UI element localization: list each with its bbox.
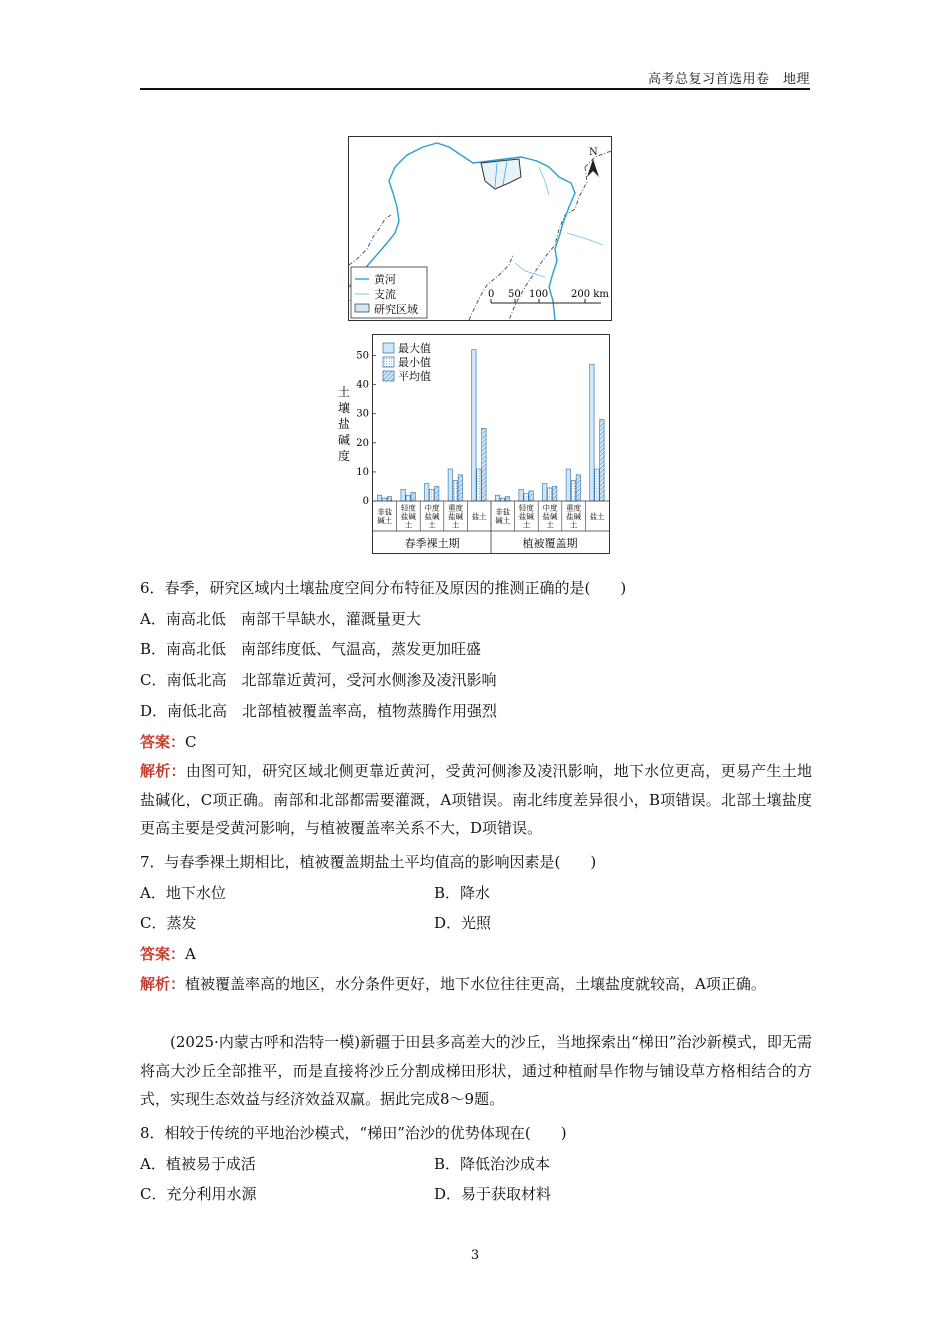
q6-answer — [140, 730, 197, 754]
border-line-south — [469, 255, 513, 320]
q7-answer-value: A — [185, 945, 196, 963]
q6-option-a: A．南高北低 南部干旱缺水，灌溉量更大 — [140, 610, 421, 628]
q8-intro-passage: (2025·内蒙古呼和浩特一模)新疆于田县多高差大的沙丘，当地探索出“梯田”治沙新模式，即无需将高大沙丘全部推平，而是直接将沙丘分割成梯田形状，通过种植耐旱作物与铺设草方格相结合的方式，实现生态效益与经济效益双赢。据此完成8～9题。 — [140, 1033, 812, 1108]
chart-svg — [373, 335, 609, 553]
q8-option-a: A．植被易于成活 — [140, 1155, 256, 1173]
q6-analysis-text: 由图可知，研究区域北侧更靠近黄河，受黄河侧渗及凌汛影响，地下水位更高，更易产生土地盐碱化，C项正确。南部和北部都需要灌溉，A项错误。南北纬度差异很小，B项错误。北部土壤盐度更高主要是受黄河影响，与植被覆盖率关系不大，D项错误。 — [140, 762, 812, 837]
bar-spring-3-最大值 — [448, 469, 452, 501]
category-label-3: 重度 — [566, 503, 582, 513]
tributary-line-3 — [567, 233, 603, 245]
category-label-3: 重度 — [448, 503, 464, 513]
scale-label-100: 100 — [529, 289, 549, 300]
category-label-1: 盐碱 — [400, 511, 416, 521]
category-label-2: 盐碱 — [424, 511, 440, 521]
legend-swatch-1 — [383, 357, 394, 367]
bar-veg-2-最小值 — [548, 488, 552, 501]
category-label-1: 土 — [522, 520, 531, 530]
q7-answer-label: 答案： — [140, 945, 186, 963]
bar-veg-1-平均值 — [529, 491, 533, 501]
legend-label-0: 最大值 — [398, 342, 431, 355]
ytick-label-20: 20 — [356, 437, 369, 449]
category-label-1: 轻度 — [400, 503, 416, 513]
bar-spring-2-最小值 — [430, 489, 434, 501]
bar-veg-1-最小值 — [524, 494, 528, 501]
q7-option-c: C．蒸发 — [140, 914, 197, 932]
page-number: 3 — [470, 1248, 480, 1263]
scale-label-0: 0 — [488, 289, 495, 300]
q6-option-d: D．南低北高 北部植被覆盖率高，植物蒸腾作用强烈 — [140, 702, 498, 720]
ytick-label-0: 0 — [362, 496, 369, 507]
bar-veg-0-平均值 — [505, 497, 509, 501]
bar-spring-4-平均值 — [482, 428, 486, 501]
bar-veg-3-最大值 — [566, 469, 570, 501]
header-title: 高考总复习首选用卷 地理 — [647, 72, 810, 87]
bar-veg-0-最小值 — [500, 498, 504, 501]
category-label-1: 轻度 — [518, 503, 534, 513]
q7-option-b: B．降水 — [434, 884, 491, 902]
ylabel-char: 盐 — [337, 417, 351, 431]
scale-bar — [488, 289, 609, 303]
bar-veg-1-最大值 — [519, 489, 523, 501]
category-label-4: 盐土 — [471, 511, 487, 521]
bar-spring-1-最大值 — [401, 489, 405, 501]
legend-swatch-0 — [383, 343, 394, 353]
bar-veg-2-平均值 — [553, 486, 557, 501]
category-label-2: 盐碱 — [542, 511, 558, 521]
category-label-2: 土 — [428, 520, 436, 530]
legend-label-1: 最小值 — [398, 356, 431, 369]
scale-label-50: 50 — [508, 289, 521, 300]
bar-veg-3-最小值 — [571, 481, 575, 501]
ytick-label-10: 10 — [356, 466, 369, 478]
q8-stem: 8．相较于传统的平地治沙模式，“梯田”治沙的优势体现在( ) — [140, 1124, 567, 1142]
q7-analysis-label: 解析： — [140, 975, 186, 993]
bar-spring-0-平均值 — [387, 497, 391, 501]
q6-option-c: C．南低北高 北部靠近黄河，受河水侧渗及凌汛影响 — [140, 671, 497, 689]
bar-spring-4-最大值 — [472, 350, 476, 501]
border-line-west — [349, 215, 391, 265]
study-area-map — [348, 136, 612, 321]
bar-veg-4-平均值 — [600, 420, 604, 501]
chart-yticks — [356, 351, 369, 507]
q8-option-c: C．充分利用水源 — [140, 1185, 257, 1203]
q7-option-d: D．光照 — [434, 914, 492, 932]
study-area-polygon — [481, 159, 521, 189]
q7-analysis — [140, 970, 812, 999]
category-label-0: 碱土 — [377, 516, 393, 525]
north-arrow-icon — [587, 159, 599, 177]
category-label-3: 盐碱 — [448, 511, 464, 521]
category-label-1: 土 — [404, 520, 413, 530]
bar-spring-2-最大值 — [425, 484, 429, 501]
legend-tributary-label: 支流 — [374, 288, 396, 301]
category-label-2: 中度 — [424, 503, 440, 513]
bar-spring-1-平均值 — [411, 492, 415, 501]
ylabel-char: 壤 — [337, 401, 351, 415]
category-label-1: 盐碱 — [518, 511, 534, 521]
bar-spring-1-最小值 — [406, 495, 410, 501]
map-legend — [351, 267, 427, 318]
bar-spring-3-平均值 — [458, 475, 462, 501]
bar-spring-0-最小值 — [382, 498, 386, 501]
page-header — [140, 68, 810, 90]
q6-answer-value: C — [185, 733, 197, 751]
q6-analysis — [140, 757, 812, 843]
bar-spring-0-最大值 — [377, 495, 381, 501]
ylabel-char: 土 — [337, 385, 351, 399]
ytick-label-30: 30 — [356, 408, 369, 420]
ylabel-char: 度 — [337, 449, 351, 463]
q7-answer — [140, 942, 196, 966]
bar-veg-0-最大值 — [495, 495, 499, 501]
legend-study-area-label: 研究区域 — [374, 303, 418, 316]
chart-ylabel-area — [332, 334, 372, 552]
q8-option-d: D．易于获取材料 — [434, 1185, 552, 1203]
q6-analysis-label: 解析： — [140, 762, 186, 780]
legend-swatch-2 — [383, 371, 394, 381]
scale-label-200: 200 km — [571, 289, 609, 300]
category-label-3: 土 — [569, 520, 578, 530]
category-label-2: 土 — [546, 520, 554, 530]
q7-analysis-text: 植被覆盖率高的地区，水分条件更好，地下水位往往更高，土壤盐度就较高，A项正确。 — [185, 975, 766, 993]
chart-ylabel — [338, 384, 350, 463]
period-label-0: 春季裸土期 — [404, 537, 460, 550]
category-label-2: 中度 — [542, 503, 558, 513]
tributary-line-4 — [515, 263, 545, 277]
q7-option-a: A．地下水位 — [140, 884, 226, 902]
category-label-0: 非盐 — [377, 507, 393, 517]
category-label-4: 盐土 — [589, 511, 605, 521]
category-label-3: 土 — [451, 520, 460, 530]
ytick-label-40: 40 — [356, 379, 369, 391]
map-svg — [349, 137, 611, 320]
legend-label-2: 平均值 — [398, 370, 431, 383]
category-label-0: 碱土 — [495, 516, 511, 525]
ylabel-char: 碱 — [337, 433, 351, 447]
category-label-3: 盐碱 — [566, 511, 582, 521]
salinity-bar-chart — [372, 334, 610, 554]
q6-stem: 6．春季，研究区域内土壤盐度空间分布特征及原因的推测正确的是( ) — [140, 579, 627, 597]
bar-veg-4-最小值 — [595, 469, 599, 501]
bar-spring-3-最小值 — [453, 481, 457, 501]
bar-spring-4-最小值 — [477, 469, 481, 501]
q6-answer-label: 答案： — [140, 733, 186, 751]
q8-option-b: B．降低治沙成本 — [434, 1155, 551, 1173]
legend-river-label: 黄河 — [374, 273, 396, 286]
period-label-1: 植被覆盖期 — [522, 537, 578, 550]
q7-stem: 7．与春季裸土期相比，植被覆盖期盐土平均值高的影响因素是( ) — [140, 853, 597, 871]
bar-spring-2-平均值 — [435, 486, 439, 501]
tributary-line-2 — [539, 167, 549, 195]
category-label-0: 非盐 — [495, 507, 511, 517]
q6-option-b: B．南高北低 南部纬度低、气温高，蒸发更加旺盛 — [140, 640, 482, 658]
north-label: N — [589, 147, 598, 158]
bar-veg-3-平均值 — [576, 475, 580, 501]
bar-veg-2-最大值 — [543, 484, 547, 501]
chart-legend — [383, 341, 431, 383]
ytick-label-50: 50 — [356, 350, 369, 362]
bar-veg-4-最大值 — [590, 364, 594, 501]
